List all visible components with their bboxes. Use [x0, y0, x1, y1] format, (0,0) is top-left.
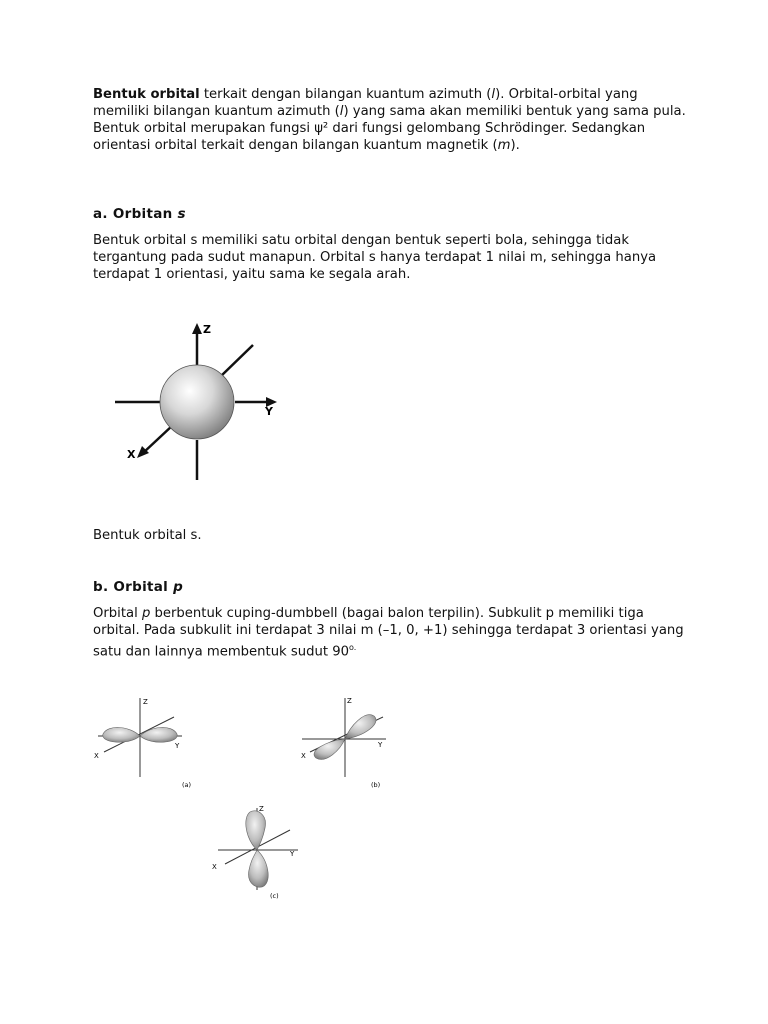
- p-body-rest: berbentuk cuping-dumbbell (bagai balon terpilin). Subkulit p memiliki tiga orbital. Pada subkulit ini terdapat 3 nilai m (–1, 0, +1) sehingga terdapat 3 orientasi yang satu dan lainnya membentuk sudut 90: [93, 606, 684, 660]
- p-body-prefix: Orbital: [93, 606, 142, 621]
- x-axis-label: X: [127, 448, 136, 461]
- x-axis-back: [220, 345, 253, 377]
- p-lobe-lower-left: [314, 739, 345, 759]
- x-axis-front: [143, 425, 173, 453]
- intro-text-3: ) yang sama akan memiliki bentuk yang sama pula. Bentuk orbital merupakan fungsi ψ² dari fungsi gelombang Schrödinger. Sedangkan orientasi orbital terkait dengan bilangan kuantum magnetik (: [93, 104, 686, 153]
- panel-c-x-label: X: [212, 863, 217, 871]
- p-lobe-bottom: [249, 850, 269, 887]
- panel-c-z-label: Z: [259, 805, 264, 813]
- intro-text-4: ).: [510, 138, 520, 153]
- y-axis-label: Y: [265, 405, 273, 418]
- panel-c-y-label: Y: [290, 850, 295, 858]
- p-lobe-upper-right: [345, 715, 376, 739]
- p-lobe-left: [103, 727, 140, 742]
- orbital-p-paragraph: [93, 605, 693, 660]
- s-orbital-sphere: [160, 365, 234, 439]
- p-body-italic: p: [141, 606, 151, 621]
- intro-text-1: terkait dengan bilangan kuantum azimuth (: [199, 87, 492, 102]
- intro-symbol-l: l: [491, 87, 496, 102]
- panel-b-y-label: Y: [378, 741, 383, 749]
- intro-text-2: ). Orbital-orbital yang memiliki bilangan kuantum azimuth (: [93, 87, 638, 119]
- panel-b-label: (b): [371, 781, 381, 789]
- panel-b-x-label: X: [301, 752, 306, 760]
- orbital-s-paragraph: Bentuk orbital s memiliki satu orbital dengan bentuk seperti bola, sehingga tidak tergantung pada sudut manapun. Orbital s hanya terdapat 1 nilai m, sehingga hanya terdapat 1 orientasi, yaitu sama ke segala arah.: [93, 233, 657, 282]
- orbital-p-figure: [90, 690, 400, 910]
- intro-bold-term: Bentuk orbital: [93, 87, 200, 102]
- p-lobe-right: [140, 727, 177, 742]
- p-orbital-panel-a: [94, 698, 191, 789]
- z-axis-label: Z: [203, 323, 211, 336]
- p-body-degree: o.: [348, 643, 357, 652]
- heading-p-italic: p: [173, 579, 184, 595]
- heading-p-prefix: b. Orbital: [93, 579, 174, 595]
- heading-s-prefix: a. Orbitan: [93, 206, 178, 222]
- orbital-s-figure: [105, 315, 295, 490]
- panel-a-label: (a): [182, 781, 192, 789]
- panel-b-z-label: Z: [347, 697, 352, 705]
- p-orbital-panel-c: [212, 805, 298, 900]
- orbital-s-caption: Bentuk orbital s.: [93, 528, 202, 543]
- intro-paragraph: [93, 86, 693, 154]
- intro-symbol-m: m: [497, 138, 511, 153]
- heading-orbital-p: [93, 579, 183, 595]
- panel-a-z-label: Z: [143, 698, 148, 706]
- panel-c-label: (c): [270, 892, 279, 900]
- z-arrow-icon: [192, 323, 202, 334]
- heading-orbital-s: [93, 206, 186, 222]
- panel-a-y-label: Y: [175, 742, 180, 750]
- heading-s-italic: s: [177, 206, 186, 222]
- p-orbital-panel-b: [301, 697, 386, 789]
- intro-symbol-l2: l: [339, 104, 344, 119]
- panel-a-x-label: X: [94, 752, 99, 760]
